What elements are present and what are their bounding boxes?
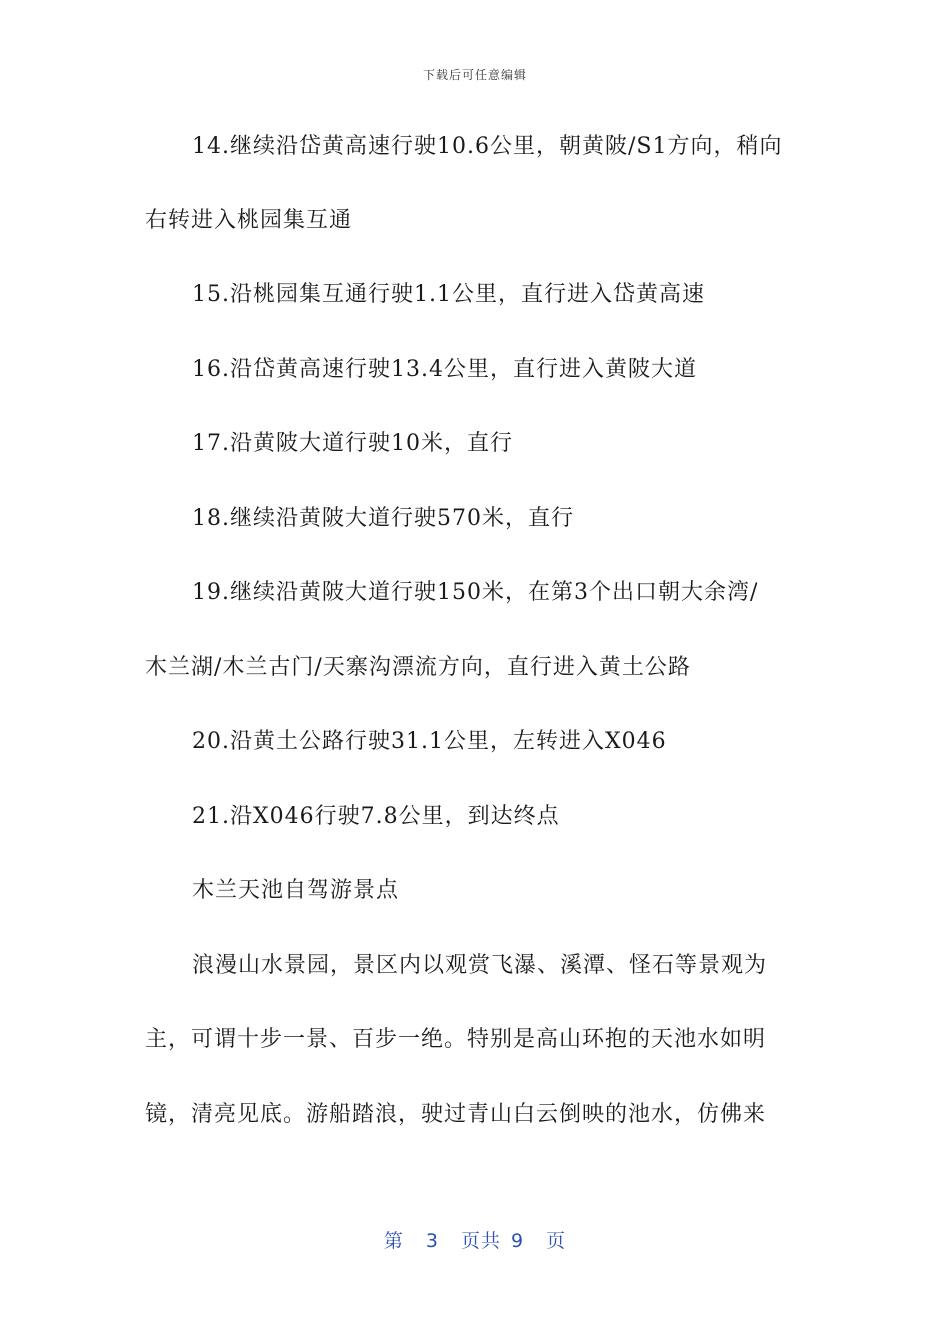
paragraph-line: 主，可谓十步一景、百步一绝。特别是高山环抱的天池水如明 xyxy=(145,1027,767,1052)
page-header-note: 下载后可任意编辑 xyxy=(422,68,527,82)
current-page-number: 3 xyxy=(425,1230,439,1252)
footer-prefix: 第 xyxy=(383,1230,404,1252)
footer-suffix: 页 xyxy=(546,1230,567,1252)
paragraph-line: 20.沿黄土公路行驶31.1公里，左转进入X046 xyxy=(192,729,667,754)
paragraph-line: 木兰湖/木兰古门/天寨沟漂流方向，直行进入黄土公路 xyxy=(145,655,691,680)
page-number-footer xyxy=(0,1226,950,1253)
paragraph-line: 镜，清亮见底。游船踏浪，驶过青山白云倒映的池水，仿佛来 xyxy=(145,1102,767,1127)
paragraph-line: 浪漫山水景园，景区内以观赏飞瀑、溪潭、怪石等景观为 xyxy=(192,953,768,978)
section-heading: 木兰天池自驾游景点 xyxy=(192,878,400,903)
paragraph-line: 14.继续沿岱黄高速行驶10.6公里，朝黄陂/S1方向，稍向 xyxy=(192,134,783,159)
paragraph-line: 19.继续沿黄陂大道行驶150米，在第3个出口朝大余湾/ xyxy=(192,580,759,605)
paragraph-line: 18.继续沿黄陂大道行驶570米，直行 xyxy=(192,506,574,531)
paragraph-line: 21.沿X046行驶7.8公里，到达终点 xyxy=(192,804,560,829)
paragraph-line: 右转进入桃园集互通 xyxy=(145,208,353,233)
paragraph-line: 15.沿桃园集互通行驶1.1公里，直行进入岱黄高速 xyxy=(192,282,705,307)
paragraph-line: 17.沿黄陂大道行驶10米，直行 xyxy=(192,431,513,456)
paragraph-line: 16.沿岱黄高速行驶13.4公里，直行进入黄陂大道 xyxy=(192,357,697,382)
footer-middle: 页共 xyxy=(460,1230,501,1252)
total-pages-number: 9 xyxy=(511,1230,525,1252)
